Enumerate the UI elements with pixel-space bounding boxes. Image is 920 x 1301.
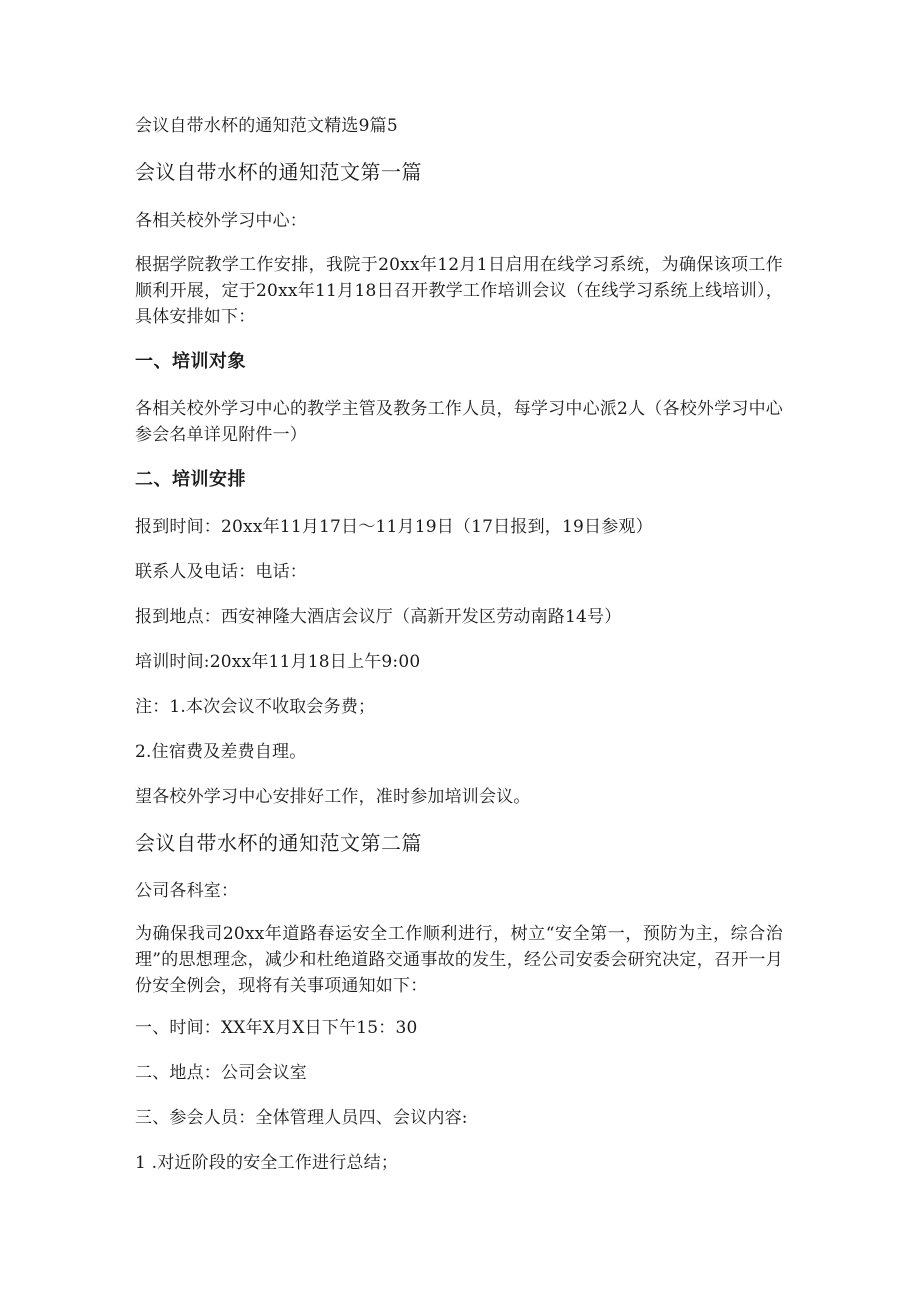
section-2-heading: 会议自带水杯的通知范文第二篇 [135, 831, 422, 855]
heading-training-arrangement: 二、培训安排 [135, 469, 246, 490]
document-title: 会议自带水杯的通知范文精选9篇5 [135, 116, 398, 136]
heading-training-target: 一、培训对象 [135, 351, 246, 372]
section-2-salutation: 公司各科室： [135, 881, 239, 901]
training-time: 培训时间:20xx年11月18日上午9:00 [135, 652, 421, 672]
section-1-heading: 会议自带水杯的通知范文第一篇 [135, 160, 422, 184]
note-1: 注：1.本次会议不收取会务费； [135, 697, 376, 717]
registration-time: 报到时间：20xx年11月17日～11月19日（17日报到，19日参观） [135, 517, 653, 537]
meeting-place: 二、地点：公司会议室 [135, 1063, 307, 1083]
meeting-time: 一、时间：XX年X月X日下午15：30 [135, 1018, 418, 1038]
section-1-salutation: 各相关校外学习中心： [135, 211, 307, 231]
section-1-intro: 根据学院教学工作安排，我院于20xx年12月1日启用在线学习系统，为确保该项工作顺利开展，定于20xx年11月18日召开教学工作培训会议（在线学习系统上线培训），具体安排如下： [135, 255, 783, 327]
meeting-attendees: 三、参会人员：全体管理人员四、会议内容: [135, 1108, 468, 1128]
registration-place: 报到地点：西安神隆大酒店会议厅（高新开发区劳动南路14号） [135, 607, 622, 627]
section-1-closing: 望各校外学习中心安排好工作，准时参加培训会议。 [135, 787, 531, 807]
section-2-intro: 为确保我司20xx年道路春运安全工作顺利进行，树立“安全第一，预防为主，综合治理”的思想理念，减少和杜绝道路交通事故的发生，经公司安委会研究决定，召开一月份安全例会，现将有关事项通知如下： [135, 924, 783, 996]
agenda-item-1: 1 .对近阶段的安全工作进行总结； [135, 1153, 399, 1173]
training-target-text: 各相关校外学习中心的教学主管及教务工作人员，每学习中心派2人（各校外学习中心参会名单详见附件一） [135, 399, 783, 445]
contact-info: 联系人及电话：电话： [135, 562, 307, 582]
note-2: 2.住宿费及差费自理。 [135, 742, 307, 762]
